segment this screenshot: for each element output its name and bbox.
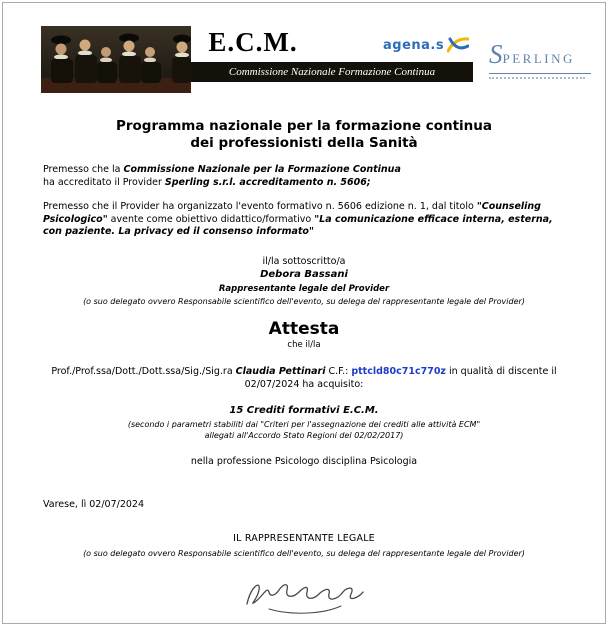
painting-graphic [41,26,191,93]
subscriber-intro: il/la sottoscritto/a [262,255,346,267]
subscriber-delegate-note: (o suo delegato ovvero Responsabile scientifico dell'evento, su delega del rappresentante legale del Provider) [83,297,525,306]
sperling-rest-letters: PERLING [502,51,575,66]
profession-line: nella professione Psicologo disciplina Psicologia [190,456,418,467]
document-title-line2: dei professionisti della Sanità [190,135,418,151]
certificate-header [3,3,605,98]
legal-representative-heading: IL RAPPRESENTANTE LEGALE [233,533,375,544]
sperling-rule [489,73,591,74]
credits-note-line2: allegati all'Accordo Stato Regioni del 02/02/2017) [204,430,404,440]
premise-1-em1: Commissione Nazionale per la Formazione Continua [123,164,401,175]
agenas-logo-text: agena.s [383,37,445,53]
fiscal-code-label: C.F.: [325,365,352,377]
sperling-logo [489,41,595,79]
credits-note-line1: (secondo i parametri stabiliti dai "Criteri per l'assegnazione dei crediti alle attività ECM" [127,420,481,429]
agenas-swoosh-icon [447,36,469,54]
document-title-line1: Programma nazionale per la formazione continua [115,118,492,134]
attesta-subheading: che il/la [287,340,321,350]
premise-2-normal1: Premesso che il Provider ha organizzato l'evento formativo n. 5606 edizione n. 1, dal titolo [43,201,477,212]
recipient-line [43,365,565,391]
legal-representative-note: (o suo delegato ovvero Responsabile scientifico dell'evento, su delega del rappresentante legale del Provider) [83,548,525,558]
premise-2-em1: "Counseling Psicologico" [43,201,541,225]
signature-graphic [239,574,369,618]
sperling-initial-letter: S [489,39,503,69]
recipient-prefix: Prof./Prof.ssa/Dott./Dott.ssa/Sig./Sig.ra [51,365,236,377]
sperling-subtext-placeholder [489,77,585,79]
certificate-page [2,2,606,624]
premise-2-normal2: avente come obiettivo didattico/formativo [107,213,315,225]
agenas-logo [383,36,469,54]
credits-note [43,420,565,441]
fiscal-code-value: pttcld80c71c770z [351,365,446,377]
subscriber-role: Rappresentante legale del Provider [218,283,390,294]
recipient-suffix: in qualità di discente il 02/07/2024 ha acquisito: [244,365,557,390]
signature-image [43,574,565,623]
cnfc-banner-text: Commissione Nazionale Formazione Continua [228,66,436,78]
attesta-heading: Attesta [268,318,340,339]
premise-1-em2: Sperling s.r.l. accreditamento n. 5606; [164,176,371,188]
sperling-logo-text [489,41,595,72]
cnfc-banner [191,62,473,82]
premise-2 [43,201,565,239]
premise-1-normal2: ha accreditato il Provider [43,176,165,188]
premise-1-normal1: Premesso che la [43,164,124,175]
group-portrait-painting-image [41,26,191,93]
premise-2-em2: "La comunicazione efficace interna, esterna, con paziente. La privacy ed il consenso informato" [43,213,553,237]
place-date: Varese, lì 02/07/2024 [43,498,145,510]
document-title [43,118,565,152]
premise-1 [43,164,565,189]
subscriber-name: Debora Bassani [260,269,348,280]
recipient-name: Claudia Pettinari [235,365,326,377]
certificate-body [3,118,605,623]
credits-line: 15 Crediti formativi E.C.M. [229,404,379,416]
ecm-logo-text: E.C.M. [208,27,298,57]
